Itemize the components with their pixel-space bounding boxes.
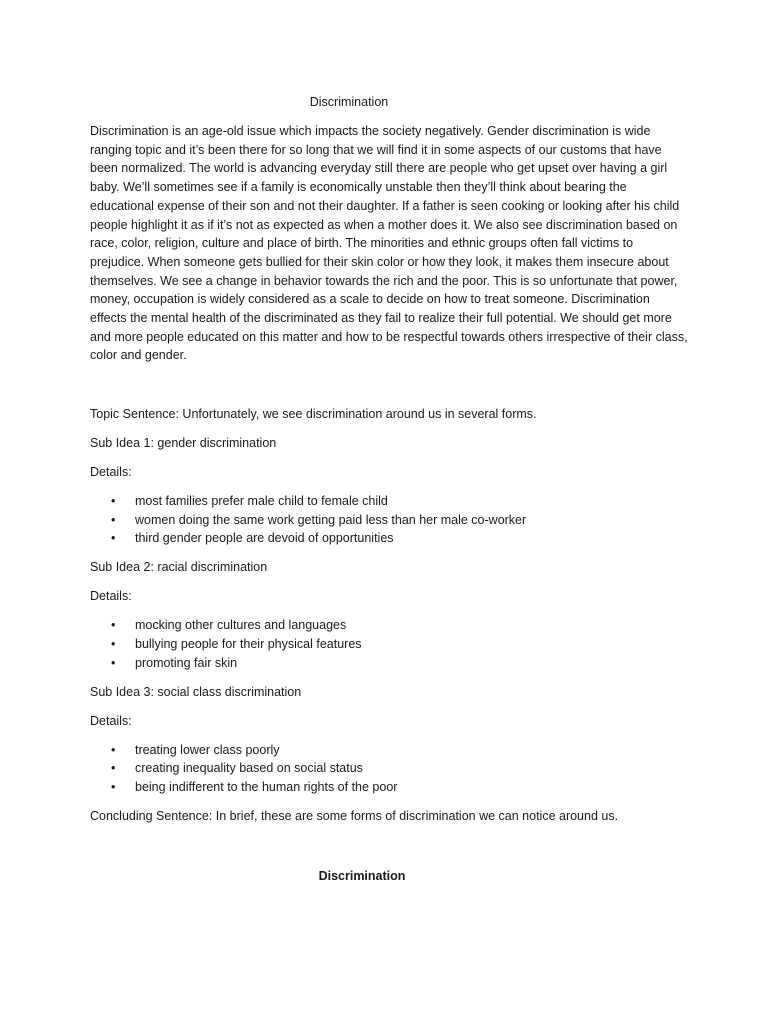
list-item-text: promoting fair skin [135, 655, 238, 670]
bullet-icon: • [111, 636, 116, 651]
bullet-icon: • [111, 531, 116, 546]
sub-idea-heading: Sub Idea 1: gender discrimination [90, 435, 277, 450]
bullet-icon: • [111, 742, 116, 757]
details-label: Details: [90, 589, 132, 604]
list-item [90, 635, 688, 654]
list-item-text: women doing the same work getting paid less than her male co-worker [135, 512, 527, 527]
bullet-icon: • [111, 779, 116, 794]
list-item-text: most families prefer male child to female child [135, 493, 388, 508]
list-item [90, 778, 688, 797]
details-label: Details: [90, 464, 132, 479]
document-title: Discrimination [309, 95, 389, 109]
list-item [90, 616, 688, 635]
list-item [90, 741, 688, 760]
essay-outline [90, 405, 688, 826]
list-item-text: treating lower class poorly [135, 742, 280, 757]
concluding-sentence: Concluding Sentence: In brief, these are some forms of discrimination we can notice around us. [90, 808, 619, 823]
list-item-text: third gender people are devoid of opportunities [135, 531, 394, 546]
list-item [90, 759, 688, 778]
bullet-icon: • [111, 618, 116, 633]
list-item [90, 492, 688, 511]
bullet-icon: • [111, 493, 116, 508]
essay-paragraph: Discrimination is an age-old issue which impacts the society negatively. Gender discrimination is wide ranging topic and it’s been there for so long that we will find it in some aspects of our customs that have been normalized. The world is advancing everyday still there are people who get upset over having a girl baby. We’ll sometimes see if a family is economically unstable then they’ll think about bearing the educational expense of their son and not their daughter. If a father is seen cooking or looking after his child people highlight it as if it’s not as expected as when a mother does it. We also see discrimination based on race, color, religion, culture and place of birth. The minorities and ethnic groups often fall victims to prejudice. When someone gets bullied for their skin color or how they look, it makes them insecure about themselves. We see a change in behavior towards the rich and the poor. This is so unfortunate that power, money, occupation is widely considered as a scale to decide on how to treat someone. Discrimination effects the mental health of the discriminated as they fail to realize their full potential. We should get more and more people educated on this matter and how to be respectful towards others irrespective of their class, color and gender. [90, 124, 688, 363]
sub-idea-heading: Sub Idea 2: racial discrimination [90, 560, 268, 575]
bullet-icon: • [111, 655, 116, 670]
list-item-text: creating inequality based on social status [135, 761, 363, 776]
topic-sentence: Topic Sentence: Unfortunately, we see discrimination around us in several forms. [90, 407, 537, 421]
list-item [90, 529, 688, 548]
details-label: Details: [90, 713, 132, 728]
bullet-icon: • [111, 761, 116, 776]
sub-idea-heading: Sub Idea 3: social class discrimination [90, 684, 302, 699]
details-list [90, 492, 688, 548]
details-list [90, 616, 688, 672]
bullet-icon: • [111, 512, 116, 527]
list-item-text: bullying people for their physical features [135, 636, 362, 651]
second-title: Discrimination [318, 869, 406, 883]
details-list [90, 741, 688, 797]
list-item-text: mocking other cultures and languages [135, 618, 347, 633]
list-item [90, 654, 688, 673]
list-item-text: being indifferent to the human rights of the poor [135, 779, 398, 794]
list-item [90, 511, 688, 530]
